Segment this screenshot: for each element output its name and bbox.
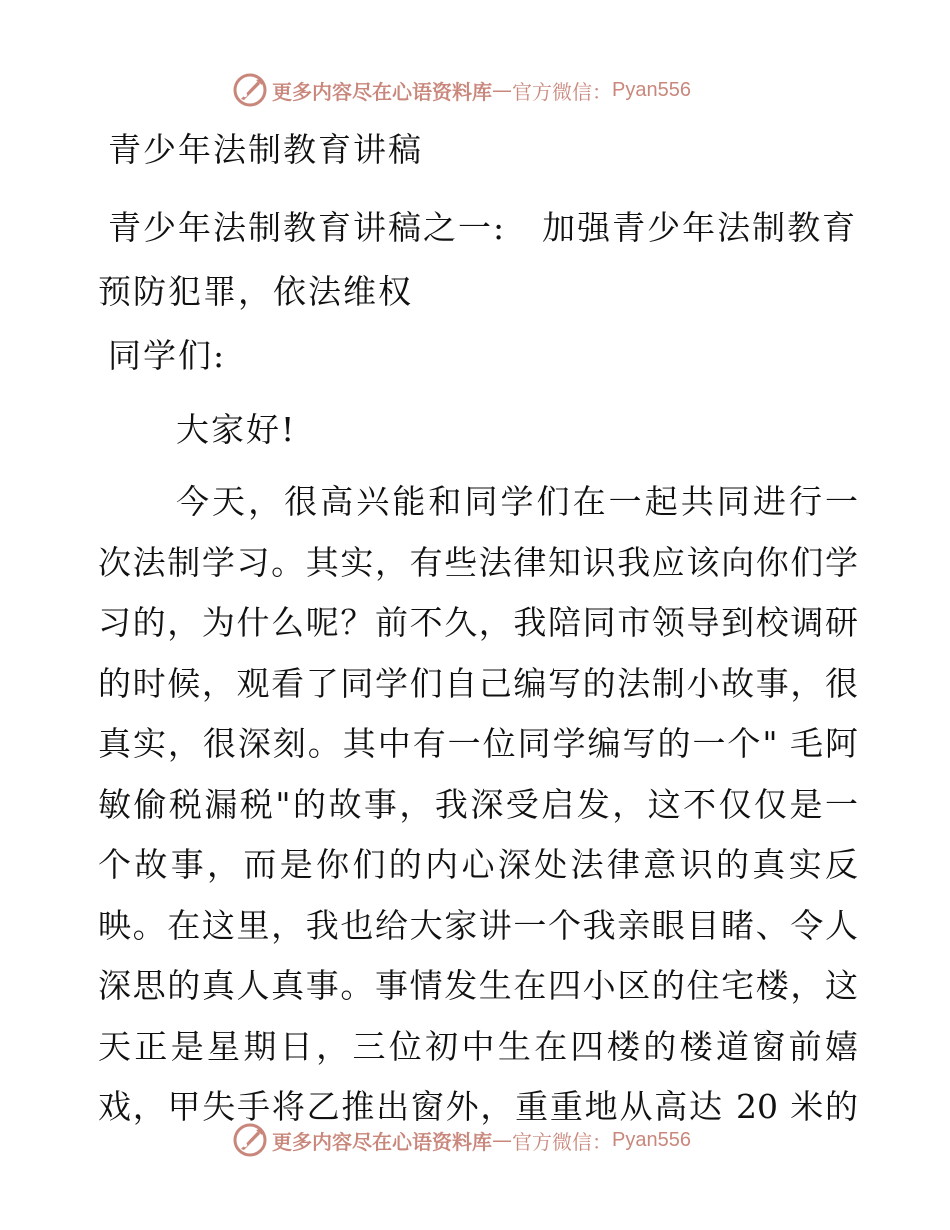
body-line: 深思的真人真事。事情发生在四小区的住宅楼，这 [98,966,858,1005]
body-line: 映。在这里，我也给大家讲一个我亲眼目睹、令人 [98,905,858,945]
watermark-wechat-handle: Pyan556 [612,1128,691,1151]
document-subtitle [98,196,858,324]
body-line: 个故事，而是你们的内心深处法律意识的真实反 [98,845,858,884]
body-line: 今天，很高兴能和同学们在一起共同进行一 [176,482,858,521]
subtitle-part-b: 加强青少年法制教育 [542,208,858,247]
body-line: 戏，甲失手将乙推出窗外，重重地从高达 20 米的 [98,1087,858,1126]
header-watermark [232,70,691,110]
watermark-wechat-label: 官方微信： [512,1129,612,1154]
quill-pen-logo-icon [232,72,268,108]
watermark-separator: — [492,78,512,102]
watermark-site-name: 更多内容尽在心语资料库 [272,79,492,104]
body-line: 的时候，观看了同学们自己编写的法制小故事，很 [98,663,858,703]
greeting-line: 大家好! [176,410,297,449]
body-line: 天正是星期日，三位初中生在四楼的楼道窗前嬉 [98,1026,858,1066]
quill-pen-logo-icon [232,1122,268,1158]
watermark-wechat-label: 官方微信： [512,79,612,104]
body-line: 习的，为什么呢？前不久，我陪同市领导到校调研 [98,603,858,642]
watermark-site-name: 更多内容尽在心语资料库 [272,1129,492,1154]
salutation: 同学们: [108,336,227,375]
subtitle-part-a: 青少年法制教育讲稿之一: [108,208,507,247]
watermark-separator: — [492,1128,512,1152]
watermark-wechat-handle: Pyan556 [612,78,691,101]
footer-watermark [232,1120,691,1160]
body-line: 敏偷税漏税"的故事，我深受启发，这不仅仅是一 [98,784,858,824]
body-line: 真实，很深刻。其中有一位同学编写的一个" 毛阿 [98,724,858,763]
body-paragraph [98,472,858,1138]
subtitle-line-1 [98,196,858,260]
subtitle-line-2: 预防犯罪，依法维权 [98,272,413,311]
body-line: 次法制学习。其实，有些法律知识我应该向你们学 [98,542,858,582]
document-title: 青少年法制教育讲稿 [108,130,423,169]
